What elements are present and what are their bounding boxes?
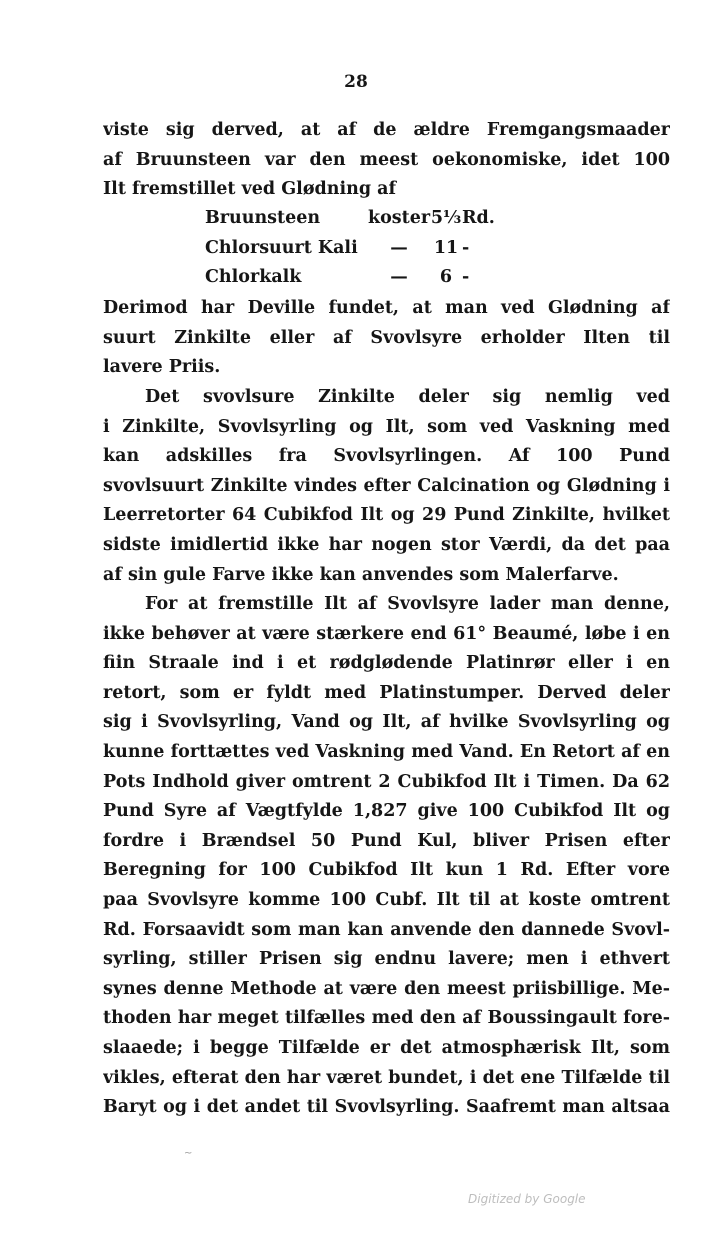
paragraph-intro — [103, 116, 670, 205]
price-unit: - — [462, 267, 470, 288]
text-line: sig i Svovlsyrling, Vand og Ilt, af hvilke Svovlsyrling og — [103, 712, 670, 733]
price-item: Chlorsuurt Kali — [205, 237, 358, 258]
price-item: Bruunsteen — [205, 208, 321, 228]
price-verb: koster — [368, 208, 431, 228]
text-line: Leerretorter 64 Cubikfod Ilt og 29 Pund Zinkilte, hvilket — [103, 505, 670, 526]
price-value: 5⅓ — [430, 208, 462, 228]
text-line: Baryt og i det andet til Svovlsyrling. Saafremt man altsaa — [103, 1097, 670, 1118]
text-line: Beregning for 100 Cubikfod Ilt kun 1 Rd. Efter vore — [103, 860, 670, 881]
text-line: sidste imidlertid ikke har nogen stor Værdi, da det paa — [103, 534, 670, 555]
text-line: kunne forttættes ved Vaskning med Vand. En Retort af en — [103, 741, 670, 762]
price-table — [205, 204, 502, 293]
price-dash: — — [390, 237, 408, 258]
text-line: ikke behøver at være stærkere end 61° Beaumé, løbe i en — [103, 623, 670, 644]
paragraph-svovlsyre — [103, 590, 670, 1123]
text-line: thoden har meget tilfælles med den af Boussingault fore- — [103, 1008, 670, 1029]
price-row — [205, 263, 502, 293]
text-line: Derimod har Deville fundet, at man ved Glødning af — [103, 298, 670, 318]
text-line: af Bruunsteen var den meest oekonomiske, idet 100 — [103, 149, 670, 170]
price-dash: — — [390, 267, 408, 288]
text-line: Pots Indhold giver omtrent 2 Cubikfod Ilt i Timen. Da 62 — [103, 771, 670, 792]
text-line: slaaede; i begge Tilfælde er det atmosphærisk Ilt, som — [103, 1037, 670, 1058]
text-line: af sin gule Farve ikke kan anvendes som Malerfarve. — [103, 564, 619, 585]
paragraph-zinkilte — [103, 383, 670, 590]
paragraph-deville — [103, 294, 670, 383]
text-line: fiin Straale ind i et rødglødende Platinrør eller i en — [103, 653, 670, 674]
page-number: 28 — [344, 72, 368, 92]
text-line: For at fremstille Ilt af Svovlsyre lader man denne, — [145, 594, 670, 614]
text-line: paa Svovlsyre komme 100 Cubf. Ilt til at koste omtrent — [103, 889, 670, 910]
text-line: Det svovlsure Zinkilte deler sig nemlig ved — [145, 387, 670, 407]
text-line: syrling, stiller Prisen sig endnu lavere; men i ethvert — [103, 949, 670, 970]
text-line: i Zinkilte, Svovlsyrling og Ilt, som ved Vaskning med — [103, 416, 670, 437]
text-line: lavere Priis. — [103, 357, 221, 378]
text-line: Ilt fremstillet ved Glødning af — [103, 179, 397, 200]
text-line: Pund Syre af Vægtfylde 1,827 give 100 Cubikfod Ilt og — [103, 801, 670, 822]
scan-artifact-mark: ~ — [184, 1148, 193, 1159]
price-row — [205, 234, 502, 264]
google-watermark: Digitized by Google — [468, 1192, 586, 1206]
price-item: Chlorkalk — [205, 267, 302, 288]
text-line: fordre i Brændsel 50 Pund Kul, bliver Prisen efter — [103, 830, 670, 851]
price-unit: Rd. — [462, 208, 495, 228]
price-value: 11 — [433, 237, 459, 258]
price-value: 6 — [439, 267, 453, 288]
text-line: Rd. Forsaavidt som man kan anvende den dannede Svovl- — [103, 919, 670, 940]
text-line: suurt Zinkilte eller af Svovlsyre erholder Ilten til — [103, 327, 670, 348]
price-row — [205, 204, 502, 234]
price-unit: - — [462, 237, 470, 258]
text-line: vikles, efterat den har været bundet, i det ene Tilfælde til — [103, 1067, 670, 1088]
text-line: svovlsuurt Zinkilte vindes efter Calcination og Glødning i — [103, 475, 670, 496]
text-line: kan adskilles fra Svovlsyrlingen. Af 100 Pund — [103, 446, 670, 467]
text-line: synes denne Methode at være den meest priisbillige. Me- — [103, 978, 670, 999]
text-line: retort, som er fyldt med Platinstumper. Derved deler — [103, 682, 670, 703]
text-line: viste sig derved, at af de ældre Fremgangsmaader — [103, 120, 670, 140]
